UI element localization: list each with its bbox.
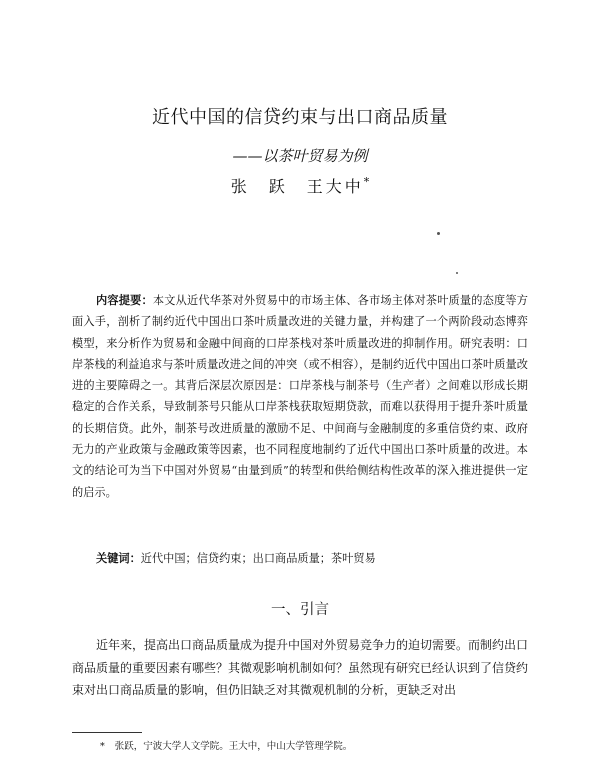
paper-subtitle: ——以茶叶贸易为例 [232, 147, 368, 165]
keywords-text: 近代中国；信贷约束；出口商品质量；茶叶贸易 [140, 552, 376, 565]
keywords-label: 关键词： [96, 551, 141, 565]
author-line [0, 174, 600, 197]
footnote [100, 738, 352, 752]
scan-speck [437, 232, 440, 235]
body-paragraph: 近年来，提高出口商品质量成为提升中国对外贸易竞争力的迫切需要。而制约出口商品质量的重要因素有哪些？其微观影响机制如何？虽然现有研究已经认识到了信贷约束对出口商品质量的影响，但仍旧缺乏对其微观机制的分析，更缺乏对出 [72, 638, 529, 698]
author-names: 张 跃 王大中 [230, 177, 364, 196]
footnote-divider [72, 732, 142, 733]
keywords [72, 548, 528, 569]
scan-speck [456, 272, 458, 274]
footnote-text: 张跃，宁波大学人文学院。王大中，中山大学管理学院。 [114, 741, 353, 752]
paper-title: 近代中国的信贷约束与出口商品质量 [152, 107, 448, 128]
abstract-label: 内容提要： [96, 293, 153, 307]
abstract [72, 290, 528, 503]
author-footnote-mark: * [363, 175, 370, 189]
footnote-mark: * [100, 741, 105, 752]
section-heading: 一、引言 [271, 602, 329, 618]
abstract-text: 本文从近代华茶对外贸易中的市场主体、各市场主体对茶叶质量的态度等方面入手，剖析了制约近代中国出口茶叶质量改进的关键力量，并构建了一个两阶段动态博弈模型，来分析作为贸易和金融中间商的口岸茶栈对茶叶质量改进的抑制作用。研究表明：口岸茶栈的利益追求与茶叶质量改进之间的冲突（或不相容），是制约近代中国出口茶叶质量改进的主要障碍之一。其背后深层次原因是：口岸茶栈与制茶号（生产者）之间难以形成长期稳定的合作关系，导致制茶号只能从口岸茶栈获取短期贷款，而难以获得用于提升茶叶质量的长期信贷。此外，制茶号改进质量的激励不足、中间商与金融制度的多重信贷约束、政府无力的产业政策与金融政策等因素，也不同程度地制约了近代中国出口茶叶质量的改进。本文的结论可为当下中国对外贸易“由量到质”的转型和供给侧结构性改革的深入推进提供一定的启示。 [72, 294, 528, 499]
